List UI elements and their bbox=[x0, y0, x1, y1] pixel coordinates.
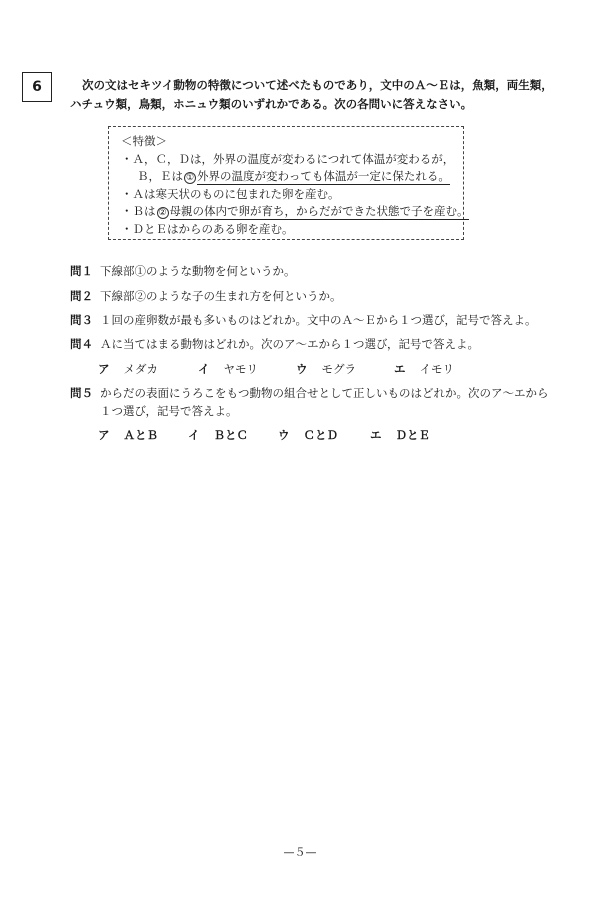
question-2 bbox=[70, 287, 570, 305]
feature-4 bbox=[121, 203, 469, 221]
choice-text: モグラ bbox=[321, 362, 356, 376]
feature-2 bbox=[121, 168, 455, 186]
choice-e bbox=[394, 361, 454, 377]
underlined-text-1: 外界の温度が変わっても体温が一定に保たれる。 bbox=[197, 169, 450, 183]
choice-text: ヤモリ bbox=[223, 362, 258, 376]
underline-marker-1: ① bbox=[185, 173, 195, 183]
choice-letter: エ bbox=[370, 428, 382, 442]
choice-e bbox=[370, 427, 430, 443]
question-2-text: 下線部②のような子の生まれ方を何というか。 bbox=[100, 289, 342, 303]
underline-marker-2: ② bbox=[158, 208, 167, 218]
choice-letter: ウ bbox=[278, 428, 290, 442]
choice-i bbox=[198, 361, 258, 377]
question-1-label: 問１ bbox=[70, 264, 93, 278]
feature-4-prefix: ・Ｂは bbox=[121, 204, 156, 218]
choice-letter: エ bbox=[394, 362, 406, 376]
choice-text: ＢとＣ bbox=[213, 428, 248, 442]
question-number-box: 6 bbox=[22, 72, 52, 102]
feature-5: ・ＤとＥはからのある卵を産む。 bbox=[121, 221, 294, 236]
choice-letter: ア bbox=[98, 362, 110, 376]
choice-text: ＤとＥ bbox=[395, 428, 430, 442]
choice-i bbox=[188, 427, 248, 443]
question-5 bbox=[70, 384, 570, 420]
question-3-label: 問３ bbox=[70, 313, 93, 327]
choice-u bbox=[296, 361, 356, 377]
features-box bbox=[108, 126, 469, 240]
question-5-label: 問５ bbox=[70, 386, 93, 400]
feature-2-prefix: Ｂ，Ｅは bbox=[137, 169, 183, 183]
choice-letter: ウ bbox=[296, 362, 308, 376]
underlined-text-2: 母親の体内で卵が育ち，からだができた状態で子を産む。 bbox=[169, 204, 469, 218]
question-3 bbox=[70, 311, 570, 329]
choice-letter: ア bbox=[98, 428, 110, 442]
question-intro bbox=[70, 76, 565, 114]
choice-letter: イ bbox=[198, 362, 210, 376]
choice-text: メダカ bbox=[123, 362, 158, 376]
question-4-label: 問４ bbox=[70, 337, 93, 351]
question-1-text: 下線部①のような動物を何というか。 bbox=[100, 264, 296, 278]
choice-letter: イ bbox=[188, 428, 200, 442]
feature-3: ・Ａは寒天状のものに包まれた卵を産む。 bbox=[121, 186, 340, 201]
question-4 bbox=[70, 335, 570, 353]
features-title: ＜特徴＞ bbox=[121, 134, 167, 148]
question-4-choices bbox=[98, 361, 558, 379]
page-number: —５— bbox=[283, 846, 317, 859]
question-5-text-2: １つ選び，記号で答えよ。 bbox=[100, 404, 238, 418]
question-5-choices bbox=[98, 427, 558, 445]
choice-text: ＣとＤ bbox=[303, 428, 338, 442]
question-5-text-1: からだの表面にうろこをもつ動物の組合せとして正しいものはどれか。次のア～エから bbox=[100, 386, 549, 400]
choice-a bbox=[98, 361, 158, 377]
question-4-text: Ａに当てはまる動物はどれか。次のア～エから１つ選び，記号で答えよ。 bbox=[100, 337, 480, 351]
question-2-label: 問２ bbox=[70, 289, 93, 303]
choice-text: イモリ bbox=[419, 362, 454, 376]
question-1 bbox=[70, 262, 570, 280]
choice-text: ＡとＢ bbox=[123, 428, 158, 442]
intro-line-2: ハチュウ類，鳥類，ホニュウ類のいずれかである。次の各問いに答えなさい。 bbox=[70, 97, 473, 111]
feature-1: ・Ａ，Ｃ，Ｄは，外界の温度が変わるにつれて体温が変わるが， bbox=[121, 151, 455, 166]
intro-line-1: 次の文はセキツイ動物の特徴について述べたものであり，文中のＡ～Ｅは，魚類，両生類， bbox=[82, 78, 553, 92]
question-3-text: １回の産卵数が最も多いものはどれか。文中のＡ～Ｅから１つ選び，記号で答えよ。 bbox=[100, 313, 537, 327]
choice-u bbox=[278, 427, 338, 443]
choice-a bbox=[98, 427, 158, 443]
